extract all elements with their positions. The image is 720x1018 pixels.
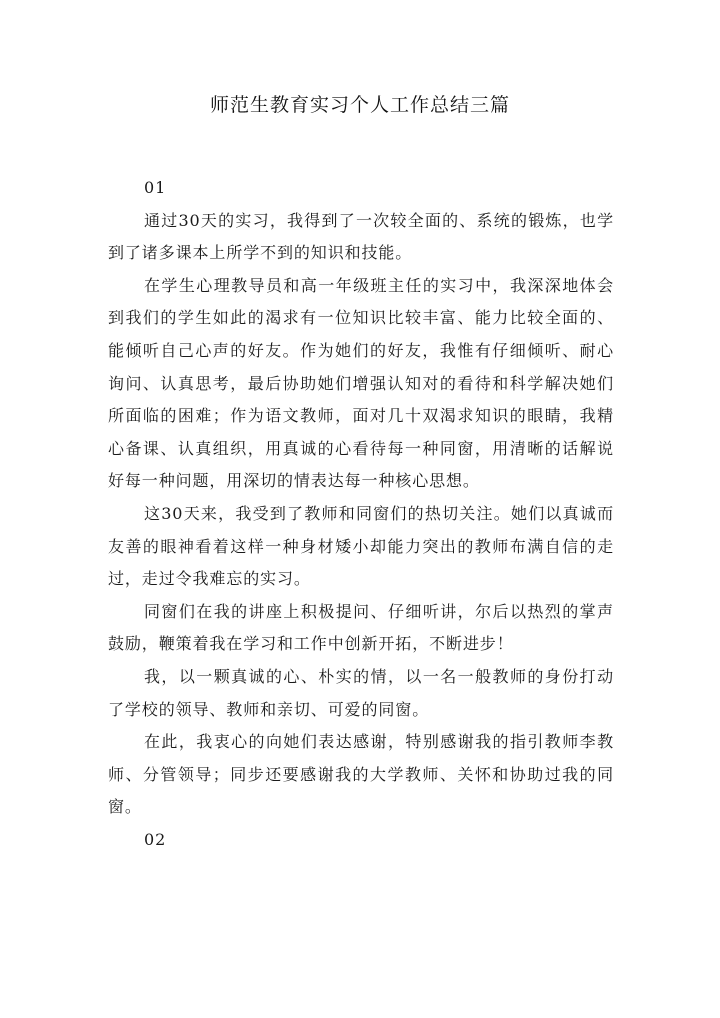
- paragraph: 我，以一颗真诚的心、朴实的情，以一名一般教师的身份打动了学校的领导、教师和亲切、可爱的同窗。: [108, 666, 614, 719]
- paragraph: 这30天来，我受到了教师和同窗们的热切关注。她们以真诚而友善的眼神看着这样一种身材矮小却能力突出的教师布满自信的走过，走过令我难忘的实习。: [108, 503, 614, 589]
- section-number: 02: [144, 829, 167, 849]
- paragraph: 在此，我衷心的向她们表达感谢，特别感谢我的指引教师李教师、分管领导；同步还要感谢我的大学教师、关怀和协助过我的同窗。: [108, 732, 614, 817]
- paragraph: 同窗们在我的讲座上积极提问、仔细听讲，尔后以热烈的掌声鼓励，鞭策着我在学习和工作中创新开拓，不断进步！: [108, 601, 614, 654]
- document-title: 师范生教育实习个人工作总结三篇: [209, 94, 510, 116]
- paragraph: 在学生心理教导员和高一年级班主任的实习中，我深深地体会到我们的学生如此的渴求有一位知识比较丰富、能力比较全面的、能倾听自己心声的好友。作为她们的好友，我惟有仔细倾听、耐心询问、认真思考，最后协助她们增强认知对的看待和科学解决她们所面临的困难；作为语文教师，面对几十双渴求知识的眼睛，我精心备课、认真组织，用真诚的心看待每一种同窗，用清晰的话解说好每一种问题，用深切的情表达每一种核心思想。: [108, 275, 614, 491]
- section-number: 01: [144, 178, 167, 197]
- document-body: [108, 172, 614, 856]
- paragraph: 通过30天的实习，我得到了一次较全面的、系统的锻炼，也学到了诸多课本上所学不到的知识和技能。: [108, 210, 614, 263]
